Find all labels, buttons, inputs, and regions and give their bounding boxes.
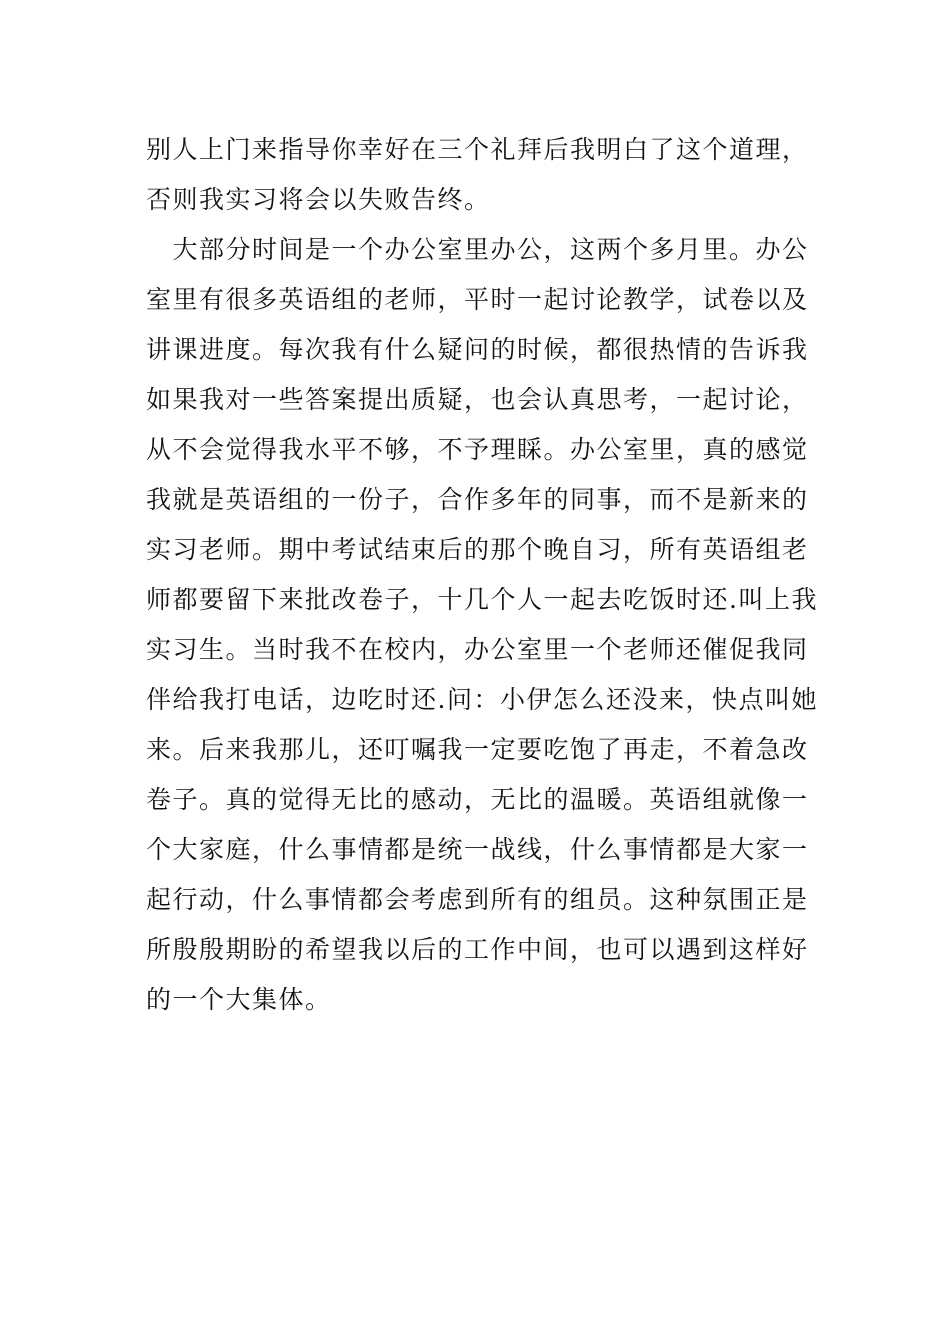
- text-line: 起行动，什么事情都会考虑到所有的组员。这种氛围正是: [146, 885, 809, 914]
- text-line: 如果我对一些答案提出质疑，也会认真思考，一起讨论，: [146, 385, 809, 414]
- text-line: 师都要留下来批改卷子，十几个人一起去吃饭时还.叫上我: [146, 585, 818, 614]
- text-line: 所殷殷期盼的希望我以后的工作中间，也可以遇到这样好: [146, 935, 809, 964]
- text-line: 个大家庭，什么事情都是统一战线，什么事情都是大家一: [146, 835, 809, 864]
- text-line: 讲课进度。每次我有什么疑问的时候，都很热情的告诉我: [146, 335, 809, 364]
- text-line: 伴给我打电话，边吃时还.问：小伊怎么还没来，快点叫她: [146, 685, 818, 714]
- text-line: 实习老师。期中考试结束后的那个晚自习，所有英语组老: [146, 535, 809, 564]
- paragraph-continuation: [146, 125, 816, 225]
- text-line: 实习生。当时我不在校内，办公室里一个老师还催促我同: [146, 635, 809, 664]
- text-line: 我就是英语组的一份子，合作多年的同事，而不是新来的: [146, 485, 809, 514]
- text-line: 否则我实习将会以失败告终。: [146, 185, 491, 214]
- text-line: 卷子。真的觉得无比的感动，无比的温暖。英语组就像一: [146, 785, 809, 814]
- text-line: 大部分时间是一个办公室里办公，这两个多月里。办公: [146, 235, 809, 264]
- text-line: 的一个大集体。: [146, 985, 332, 1014]
- text-line: 别人上门来指导你幸好在三个礼拜后我明白了这个道理，: [146, 135, 809, 164]
- text-line: 室里有很多英语组的老师，平时一起讨论教学，试卷以及: [146, 285, 809, 314]
- text-line: 来。后来我那儿，还叮嘱我一定要吃饱了再走，不着急改: [146, 735, 809, 764]
- text-line: 从不会觉得我水平不够，不予理睬。办公室里，真的感觉: [146, 435, 809, 464]
- paragraph-office-life: [146, 225, 816, 1025]
